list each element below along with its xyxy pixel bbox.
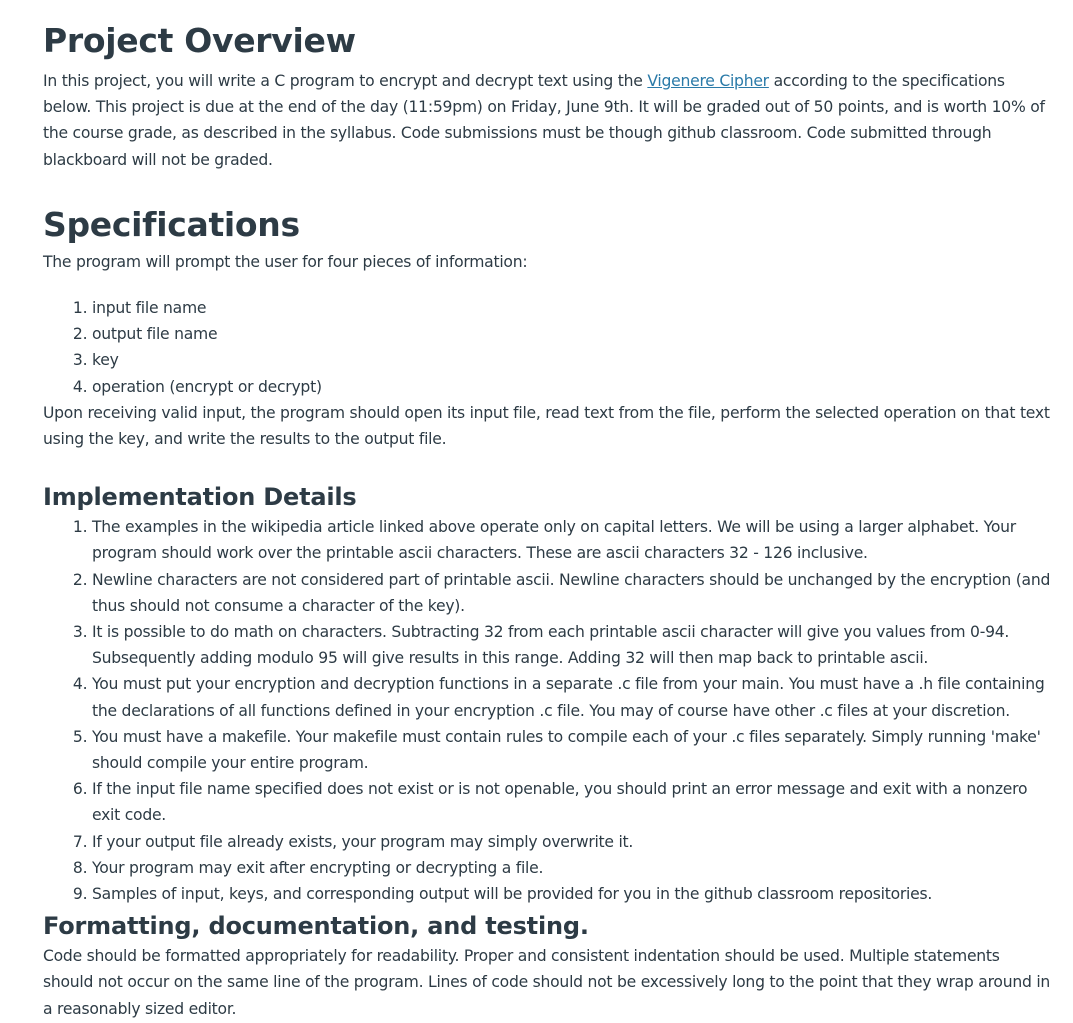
list-item: 9. Samples of input, keys, and corresponding output will be provided for you in the github classroom repositories. xyxy=(92,881,1051,907)
overview-text-end: according to the specifications below. This project is due at the end of the day (11:59pm) on Friday, June 9th. It will be graded out of 50 points, and is worth 10% of the course grade, as described in the syllabus. Code submissions must be though github classroom. Code submitted through blackboard will not be graded. xyxy=(43,72,1045,169)
heading-project-overview: Project Overview xyxy=(43,21,356,60)
list-item: 3. It is possible to do math on characters. Subtracting 32 from each printable ascii character will give you values from 0-94. Subsequently adding modulo 95 will give results in this range. Adding 32 will then map back to printable ascii. xyxy=(92,619,1051,671)
list-item: 7. If your output file already exists, your program may simply overwrite it. xyxy=(92,829,1051,855)
list-item: 4. You must put your encryption and decryption functions in a separate .c file from your main. You must have a .h file containing the declarations of all functions defined in your encryption .c file. You may of course have other .c files at your discretion. xyxy=(92,671,1051,723)
list-item: 2. Newline characters are not considered part of printable ascii. Newline characters should be unchanged by the encryption (and thus should not consume a character of the key). xyxy=(92,567,1051,619)
list-item: 1. The examples in the wikipedia article linked above operate only on capital letters. We will be using a larger alphabet. Your program should work over the printable ascii characters. These are ascii characters 32 - 126 inclusive. xyxy=(92,514,1051,566)
heading-implementation-details: Implementation Details xyxy=(43,483,357,512)
list-item: 4. operation (encrypt or decrypt) xyxy=(92,374,1051,400)
list-item: 2. output file name xyxy=(92,321,1051,347)
list-item: 1. input file name xyxy=(92,295,1051,321)
formatting-paragraph: Code should be formatted appropriately for readability. Proper and consistent indentation should be used. Multiple statements should not occur on the same line of the program. Lines of code should not be excessively long to the point that they wrap around in a reasonably sized editor. xyxy=(43,947,1051,1018)
overview-paragraph xyxy=(43,68,1051,173)
vigenere-cipher-link[interactable]: Vigenere Cipher xyxy=(647,72,769,90)
list-item: 6. If the input file name specified does not exist or is not openable, you should print an error message and exit with a nonzero exit code. xyxy=(92,776,1051,828)
list-item: 3. key xyxy=(92,347,1051,373)
specifications-after: Upon receiving valid input, the program should open its input file, read text from the file, perform the selected operation on that text using the key, and write the results to the output file. xyxy=(43,403,1050,449)
prompt-list xyxy=(43,295,1051,400)
overview-text-start: In this project, you will write a C program to encrypt and decrypt text using the xyxy=(43,72,648,90)
list-item: 5. You must have a makefile. Your makefile must contain rules to compile each of your .c files separately. Simply running 'make' should compile your entire program. xyxy=(92,724,1051,776)
specifications-intro: The program will prompt the user for four pieces of information: xyxy=(43,252,528,271)
heading-formatting: Formatting, documentation, and testing. xyxy=(43,912,589,941)
list-item: 8. Your program may exit after encrypting or decrypting a file. xyxy=(92,855,1051,881)
implementation-list xyxy=(43,514,1051,907)
heading-specifications: Specifications xyxy=(43,204,300,244)
